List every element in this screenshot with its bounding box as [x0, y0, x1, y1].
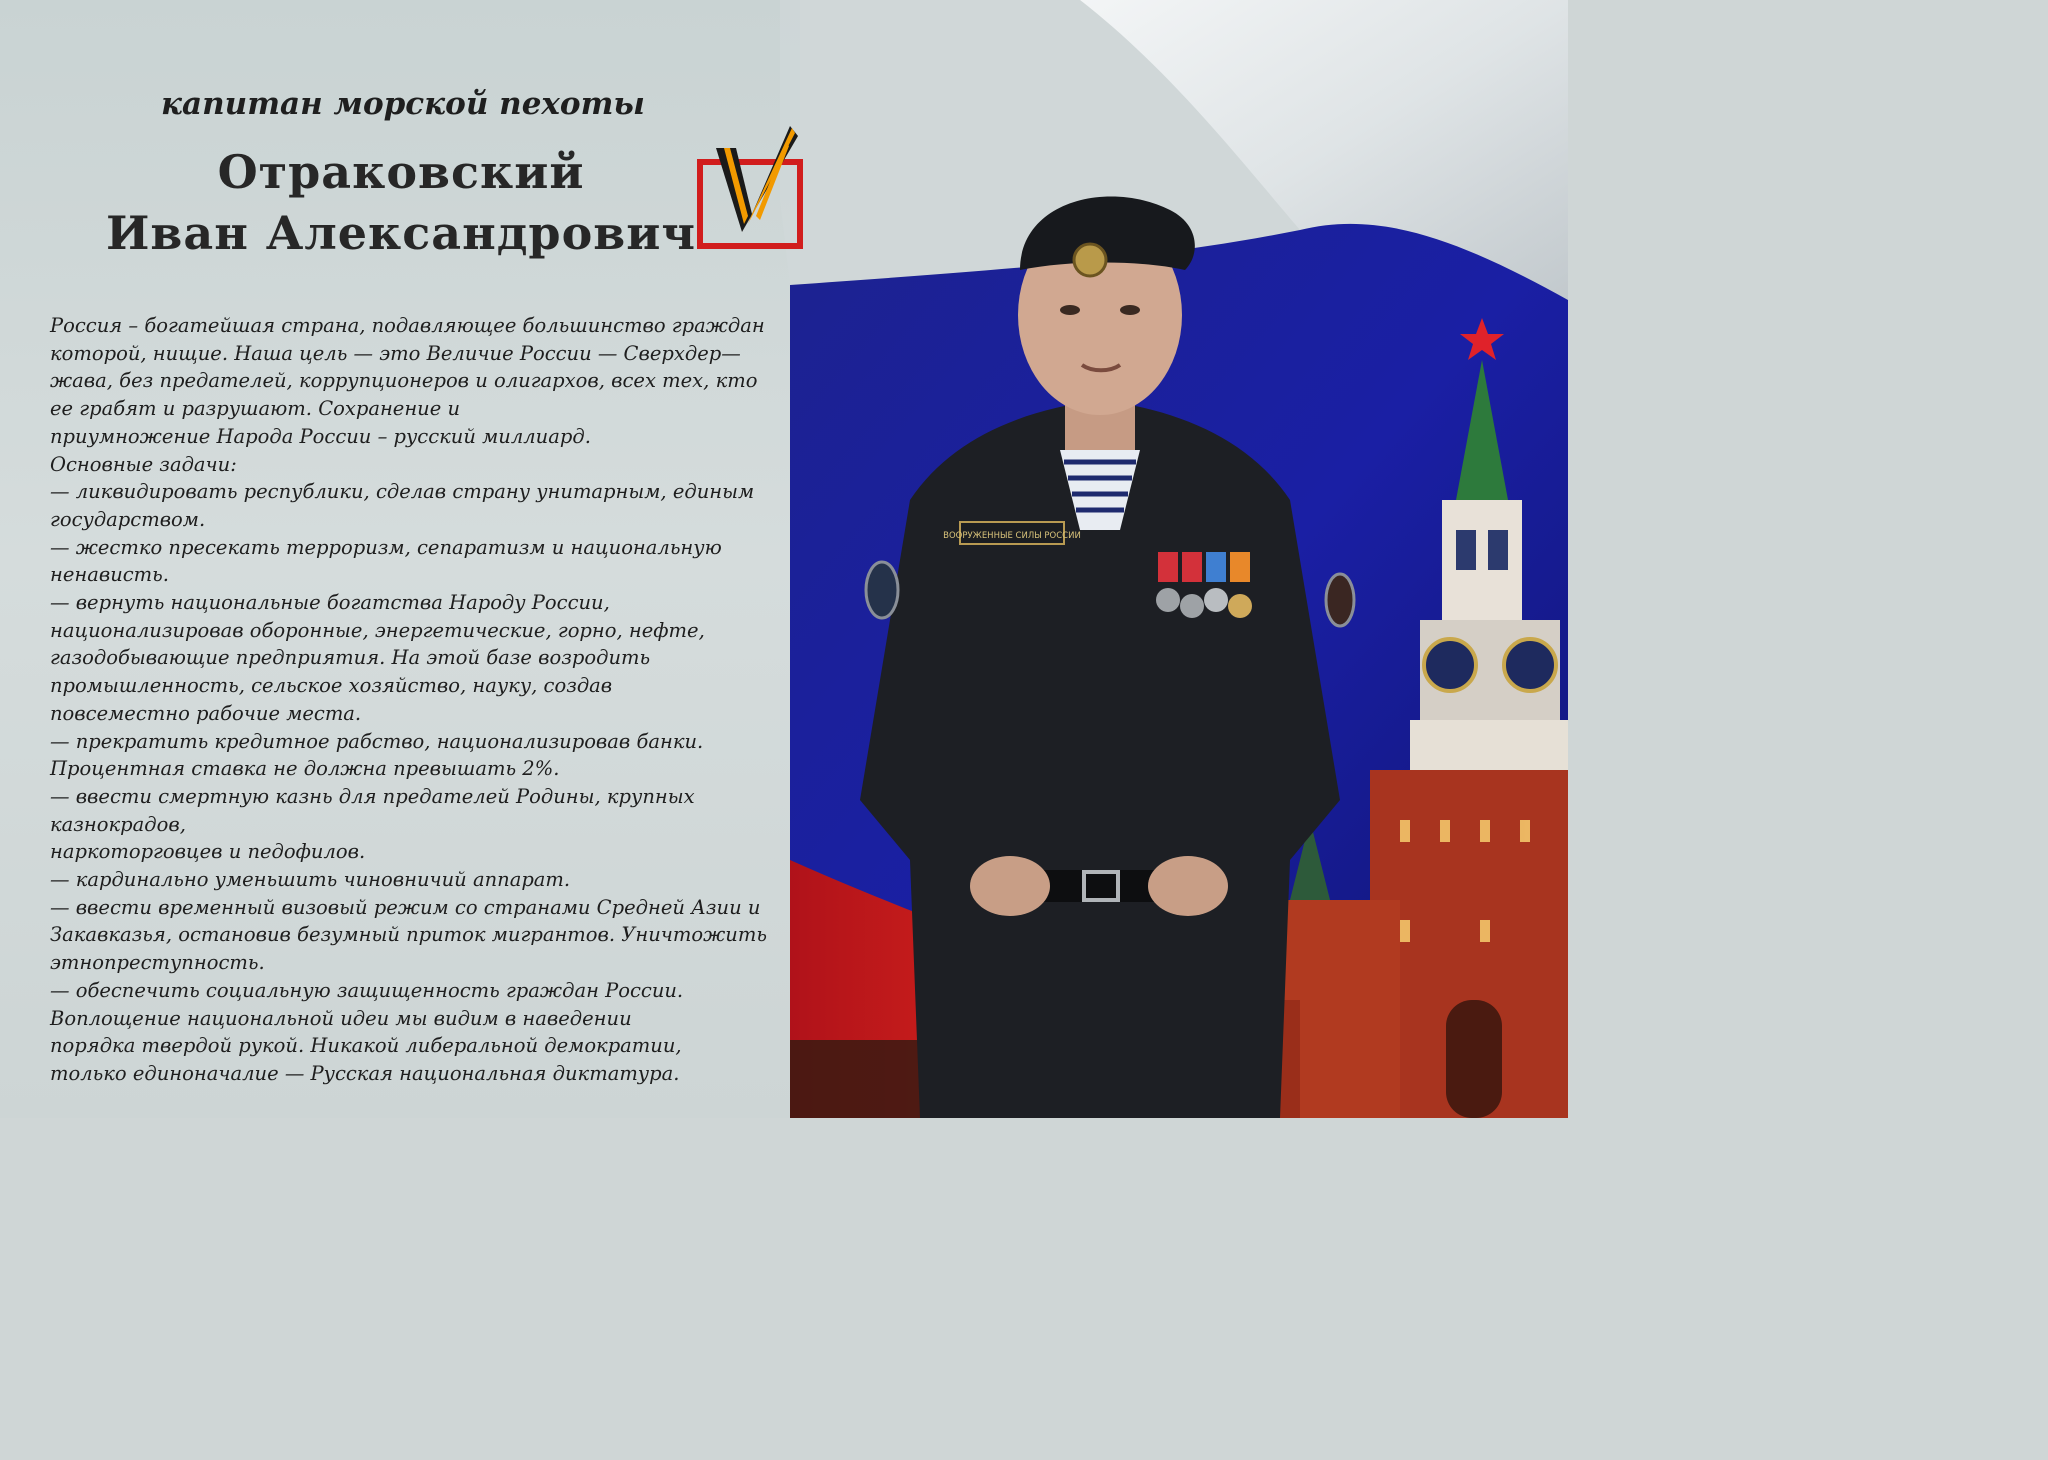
manifesto-line: — прекратить кредитное рабство, национализировав банки.: [50, 729, 704, 753]
manifesto-text: [50, 312, 770, 1088]
chest-patch-text: ВООРУЖЕННЫЕ СИЛЫ РОССИИ: [943, 531, 1081, 541]
manifesto-line: государством.: [50, 507, 206, 531]
given-names-heading: Иван Александрович: [105, 206, 697, 260]
manifesto-line: Процентная ставка не должна превышать 2%.: [50, 757, 560, 781]
surname-heading: Отраковский: [217, 145, 585, 199]
manifesto-line: — обеспечить социальную защищенность граждан России.: [50, 978, 684, 1002]
manifesto-line: этнопреступность.: [50, 951, 265, 975]
manifesto-line: Воплощение национальной идеи мы видим в наведении: [50, 1006, 632, 1030]
manifesto-line: — ввести временный визовый режим со странами Средней Азии и: [50, 895, 761, 919]
manifesto-line: ненависть.: [50, 563, 169, 587]
manifesto-line: Основные задачи:: [50, 452, 237, 476]
manifesto-line: — ликвидировать республики, сделав страну унитарным, единым: [50, 480, 755, 504]
manifesto-line: только единоначалие — Русская национальная диктатура.: [50, 1061, 680, 1085]
manifesto-line: казнокрадов,: [50, 812, 186, 836]
manifesto-line: жава, без предателей, коррупционеров и олигархов, всех тех, кто: [50, 369, 758, 393]
manifesto-line: ее грабят и разрушают. Сохранение и: [50, 397, 461, 421]
manifesto-line: — жестко пресекать терроризм, сепаратизм и национальную: [50, 535, 722, 559]
manifesto-line: наркоторговцев и педофилов.: [50, 840, 366, 864]
manifesto-line: которой, нищие. Наша цель — это Величие России — Сверхдер—: [50, 341, 741, 365]
manifesto-line: газодобывающие предприятия. На этой базе возродить: [50, 646, 651, 670]
manifesto-line: приумножение Народа России – русский миллиард.: [50, 424, 591, 448]
manifesto-line: — ввести смертную казнь для предателей Родины, крупных: [50, 784, 695, 808]
manifesto-line: Россия – богатейшая страна, подавляющее большинство граждан: [50, 314, 765, 337]
manifesto-line: — кардинально уменьшить чиновничий аппарат.: [50, 868, 571, 892]
st-george-ribbon-checkmark-icon: [694, 124, 806, 250]
manifesto-line: промышленность, сельское хозяйство, науку, создав: [50, 674, 613, 698]
manifesto-line: Закавказья, остановив безумный приток мигрантов. Уничтожить: [50, 923, 767, 947]
manifesto-line: национализировав оборонные, энергетические, горно, нефте,: [50, 618, 705, 642]
manifesto-line: порядка твердой рукой. Никакой либеральной демократии,: [50, 1034, 682, 1058]
manifesto-line: — вернуть национальные богатства Народу России,: [50, 591, 610, 615]
officer-portrait: [820, 160, 1380, 1118]
rank-subtitle: капитан морской пехоты: [161, 86, 645, 122]
manifesto-line: повсеместно рабочие места.: [50, 701, 362, 725]
